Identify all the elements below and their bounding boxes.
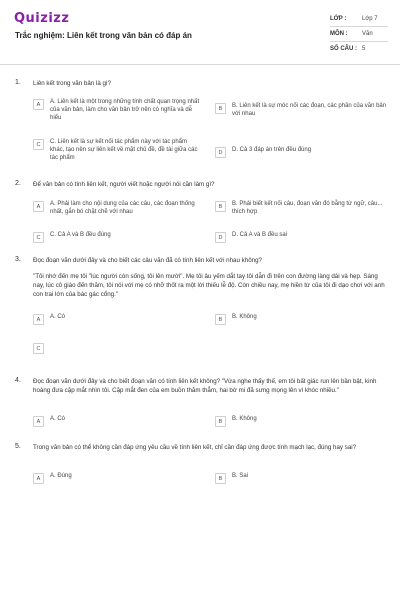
option-text: C. Liên kết là sự kết nối tác phẩm này với tác phẩm khác, tạo nên sự liên kết về mặt chủ đề, đề tài giữa các tác phẩm xyxy=(50,139,198,161)
option-text: B. Sai xyxy=(232,473,249,479)
option-a[interactable] xyxy=(33,472,200,484)
option-b[interactable] xyxy=(215,415,392,427)
option-letter-box[interactable]: A xyxy=(33,99,44,110)
option-letter-box[interactable]: C xyxy=(33,139,44,150)
option-text: A. Có xyxy=(50,314,66,320)
question-number: 2. xyxy=(15,180,21,187)
question-text: Để văn bản có tính liên kết, người viết hoặc người nói cần làm gì? xyxy=(33,181,215,188)
option-letter-box[interactable]: A xyxy=(33,473,44,484)
meta-value: Văn xyxy=(362,31,373,37)
option-d[interactable] xyxy=(215,231,392,243)
option-text: B. Phải biết kết nối câu, đoạn văn đó bằng từ ngữ, câu... thích hợp xyxy=(232,201,383,215)
meta-value: 5 xyxy=(362,46,366,52)
meta-row-grade xyxy=(330,12,388,27)
option-b[interactable] xyxy=(215,472,392,484)
option-a[interactable] xyxy=(33,200,200,216)
option-text: D. Cả A và B đều sai xyxy=(232,232,288,238)
option-c-box[interactable]: C xyxy=(33,343,44,354)
meta-label: LỚP : xyxy=(330,16,347,22)
meta-label: MÔN : xyxy=(330,31,348,37)
option-letter-box[interactable]: B xyxy=(215,314,226,325)
option-text: B. Không xyxy=(232,314,257,320)
option-b[interactable] xyxy=(215,200,392,216)
option-letter-box[interactable]: C xyxy=(33,232,44,243)
option-letter-box[interactable]: B xyxy=(215,103,226,114)
question-number: 5. xyxy=(15,443,21,450)
question-number: 3. xyxy=(15,256,21,263)
option-c[interactable] xyxy=(33,231,200,243)
option-letter-box[interactable]: B xyxy=(215,473,226,484)
option-letter-box[interactable]: D xyxy=(215,147,226,158)
option-text: A. Có xyxy=(50,416,66,422)
option-text: A. Liên kết là một trong những tính chất quan trọng nhất của văn bản, làm cho văn bản trở nên có nghĩa và dễ hiểu xyxy=(50,99,200,121)
worksheet-header xyxy=(0,0,400,62)
option-text: A. Đúng xyxy=(50,473,72,479)
option-letter-box[interactable]: B xyxy=(215,416,226,427)
question-passage: "Tôi nhớ đến mẹ tôi "lúc người còn sống, tôi lên mười". Mẹ tôi âu yếm dắt tay tôi dẫn đi trên con đường làng dài và hẹp. Sáng nay, lúc cô giáo đến thăm, tôi nói với mẹ có nhỡ thốt ra một lời thiếu lễ độ. Còn chiều nay, mẹ hiền từ của tôi đi dạo chơi với anh con trai lớn của bác gác cổng." xyxy=(33,273,385,298)
option-letter-box[interactable]: D xyxy=(215,232,226,243)
option-a[interactable] xyxy=(33,415,200,427)
meta-label: SỐ CÂU : xyxy=(330,46,357,52)
option-text: B. Không xyxy=(232,416,257,422)
question-number: 4. xyxy=(15,377,21,384)
meta-row-subject xyxy=(330,27,388,42)
option-letter-box[interactable]: A xyxy=(33,314,44,325)
option-letter-box[interactable]: A xyxy=(33,416,44,427)
option-text: A. Phải làm cho nội dung của các câu, các đoạn thống nhất, gắn bó chặt chẽ với nhau xyxy=(50,201,195,215)
question-text: Đọc đoạn văn dưới đây và cho biết đoạn văn có tính liên kết không? "Vừa nghe thấy thế, em tôi bất giác run lên bần bật, kinh hoàng đưa cặp mắt nhìn tôi. Cặp mắt đen của em buồn thăm thẳm, hai bờ mi đã sưng mọng lên vì khóc nhiều." xyxy=(33,378,377,394)
option-text: C. Cả A và B đều đúng xyxy=(50,232,111,238)
worksheet-title: Trắc nghiệm: Liên kết trong văn bản có đáp án xyxy=(15,31,192,40)
option-c[interactable] xyxy=(33,138,200,162)
option-a[interactable] xyxy=(33,313,200,325)
option-text: D. Cả 3 đáp án trên đều đúng xyxy=(232,147,312,153)
question-text: Đọc đoạn văn dưới đây và cho biết các câu văn đã có tính liên kết với nhau không? xyxy=(33,257,262,264)
quizizz-logo: Quizizz xyxy=(14,11,70,26)
option-b[interactable] xyxy=(215,102,392,118)
header-divider xyxy=(0,64,400,65)
option-b[interactable] xyxy=(215,313,392,325)
meta-row-count xyxy=(330,42,388,56)
meta-value: Lớp 7 xyxy=(362,16,378,22)
question-text: Trong văn bản có thể không cần đáp ứng yêu cầu về tính liên kết, chỉ cần đáp ứng được tính mạch lạc, đúng hay sai? xyxy=(33,444,357,451)
question-number: 1. xyxy=(15,79,21,86)
option-d[interactable] xyxy=(215,146,392,158)
option-letter-box[interactable]: A xyxy=(33,201,44,212)
option-letter-box[interactable]: B xyxy=(215,201,226,212)
meta-table xyxy=(330,12,388,56)
option-a[interactable] xyxy=(33,98,200,122)
option-text: B. Liên kết là sự móc nối các đoạn, các phần của văn bản với nhau xyxy=(232,103,387,117)
question-text: Liên kết trong văn bản là gì? xyxy=(33,80,112,87)
